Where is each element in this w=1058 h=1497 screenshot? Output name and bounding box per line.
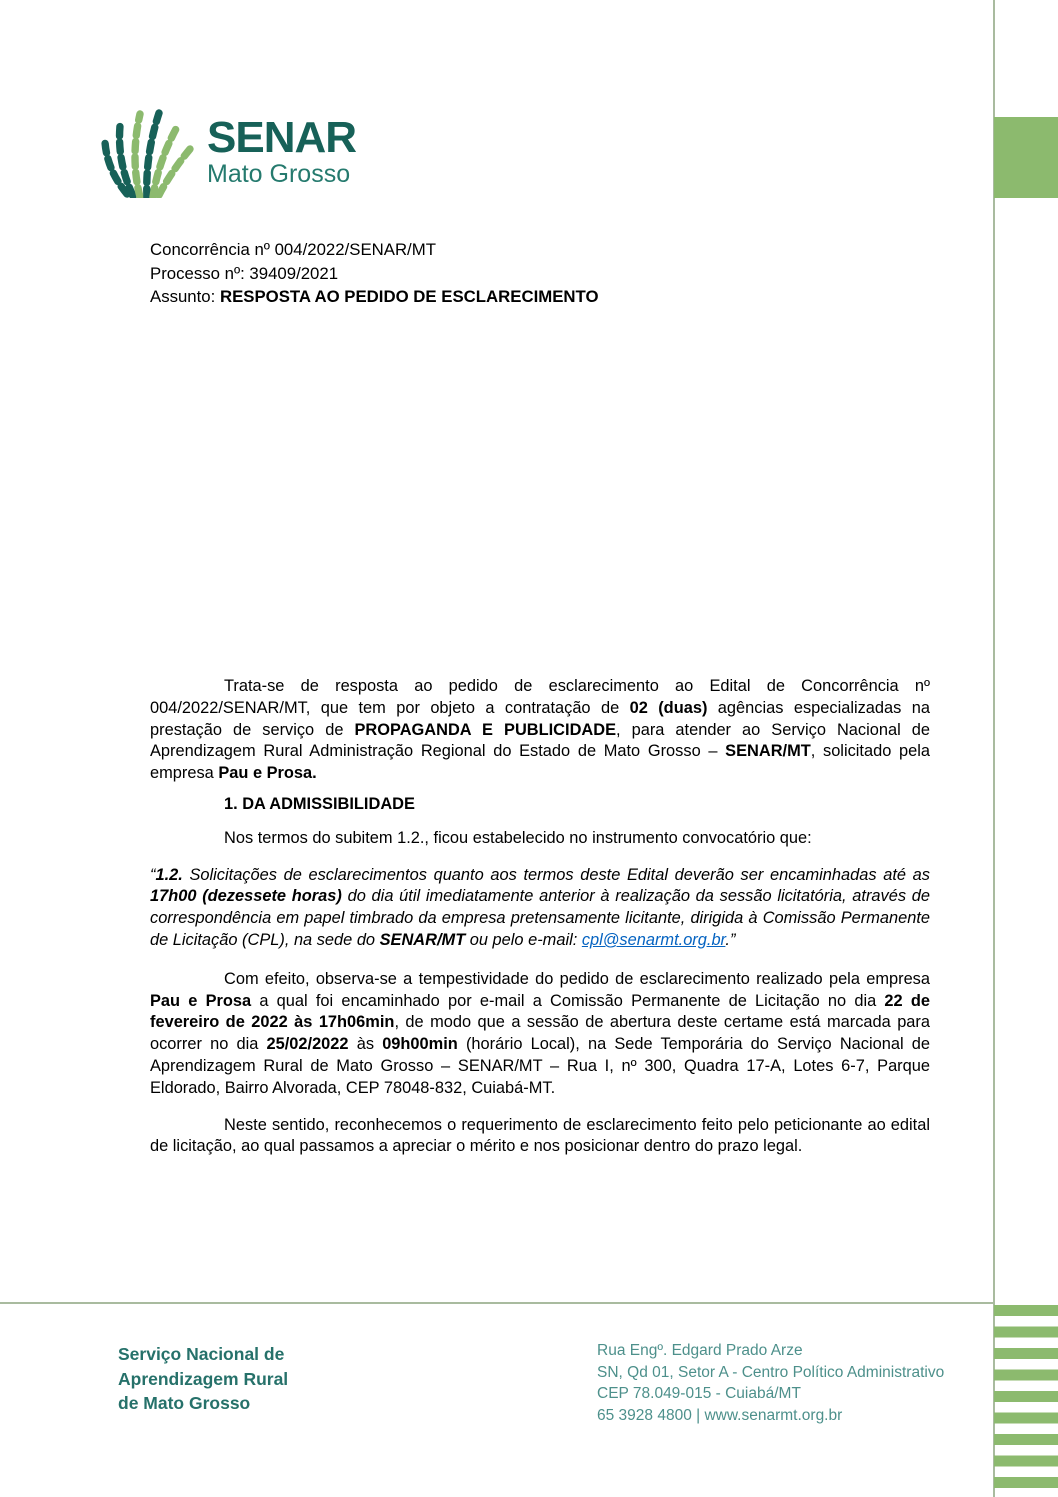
text-segment: agências especializadas na prestação de serviço de	[150, 698, 930, 739]
logo-name: SENAR	[207, 113, 357, 162]
text-segment: 1. DA ADMISSIBILIDADE	[224, 794, 415, 813]
paragraph-quote-1-2	[150, 865, 930, 952]
footer-address-street: Rua Engº. Edgard Prado Arze	[597, 1342, 803, 1359]
text-segment: PROPAGANDA E PUBLICIDADE	[354, 720, 617, 739]
document-body	[150, 676, 930, 1158]
header-line-concorrencia	[150, 238, 599, 262]
text-segment: Nos termos do subitem 1.2., ficou estabelecido no instrumento convocatório que:	[224, 828, 812, 847]
text-segment: do dia útil imediatamente anterior à realização da sessão licitatória, através de correspondência em papel timbrado da empresa pretensamente licitante, dirigida à Comissão Permanente de Licitação (CPL), na sede do	[150, 887, 930, 949]
text-segment: Trata-se de resposta ao pedido de esclarecimento ao Edital de Concorrência nº 004/2022/SENAR/MT, que tem por objeto a contratação de	[150, 677, 930, 717]
text-segment: ou pelo e-mail:	[465, 930, 582, 949]
header-line-processo	[150, 262, 599, 286]
text-segment: 25/02/2022	[266, 1035, 349, 1054]
green-accent-block	[994, 117, 1058, 198]
footer-address-cep: CEP 78.049-015 - Cuiabá/MT	[597, 1385, 801, 1402]
header-line-assunto	[150, 285, 599, 309]
text-segment: SENAR/MT	[379, 930, 466, 949]
text-segment: , de modo que a sessão de abertura deste certame está marcada para ocorrer no dia	[150, 1013, 930, 1054]
footer-org-line: de Mato Grosso	[118, 1393, 251, 1413]
paragraph-intro	[150, 676, 930, 785]
paragraph-nos-termos	[150, 828, 930, 850]
text-segment: Solicitações de esclarecimentos quanto aos termos deste Edital deverão ser encaminhadas até as	[182, 865, 930, 884]
text-segment: Com efeito, observa-se a tempestividade do pedido de esclarecimento realizado pela empresa	[224, 969, 930, 988]
footer-divider-line	[0, 1302, 994, 1304]
text-segment: Assunto:	[150, 287, 220, 306]
text-segment: SENAR/MT	[725, 742, 811, 761]
text-segment: 09h00min	[382, 1035, 458, 1054]
footer-phone-website: 65 3928 4800 | www.senarmt.org.br	[597, 1406, 843, 1424]
text-segment: Concorrência nº 004/2022/SENAR/MT	[150, 240, 436, 259]
senar-wordmark	[207, 106, 356, 187]
logo-region: Mato Grosso	[207, 160, 351, 188]
text-segment: às	[348, 1035, 383, 1054]
paragraph-com-efeito	[150, 969, 930, 1100]
paragraph-neste-sentido	[150, 1115, 930, 1159]
footer-address-sector: SN, Qd 01, Setor A - Centro Político Administrativo	[597, 1363, 945, 1381]
section-heading-admissibilidade	[224, 794, 930, 816]
senar-logo	[95, 106, 356, 198]
text-segment: 1.2.	[155, 865, 183, 884]
text-segment: , solicitado pela empresa	[150, 742, 930, 783]
text-segment: , para atender ao Serviço Nacional de Aprendizagem Rural Administração Regional do Estado de Mato Grosso –	[150, 720, 931, 761]
text-segment: (horário Local), na Sede Temporária do Serviço Nacional de Aprendizagem Rural de Mato Grosso – SENAR/MT – Rua I, nº 300, Quadra 17-A, Lotes 6-7, Parque Eldorado, Bairro Alvorada, CEP 78048-832, Cuiabá-MT.	[150, 1035, 930, 1097]
text-segment: Pau e Prosa	[150, 991, 252, 1010]
footer-address	[597, 1340, 944, 1426]
text-segment: 02 (duas)	[629, 698, 708, 717]
email-link[interactable]: cpl@senarmt.org.br	[581, 930, 726, 949]
footer-org-line: Serviço Nacional de	[118, 1344, 285, 1364]
senar-sheaf-icon	[95, 106, 199, 198]
green-stripes-decoration	[994, 1305, 1058, 1497]
text-segment: a qual foi encaminhado por e-mail a Comissão Permanente de Licitação no dia	[251, 991, 885, 1010]
text-segment: 17h00 (dezessete horas)	[150, 887, 342, 906]
text-segment: Neste sentido, reconhecemos o requerimento de esclarecimento feito pelo peticionante ao edital de licitação, ao qual passamos a apreciar o mérito e nos posicionar dentro do prazo legal.	[150, 1115, 930, 1156]
right-edge-line	[993, 0, 995, 1497]
text-segment: Processo nº: 39409/2021	[150, 263, 339, 283]
text-segment: Pau e Prosa.	[218, 764, 317, 783]
text-segment: “	[150, 865, 156, 884]
footer-org-line: Aprendizagem Rural	[118, 1368, 289, 1389]
text-segment: RESPOSTA AO PEDIDO DE ESCLARECIMENTO	[219, 287, 599, 306]
text-segment: 22 de fevereiro de 2022 às 17h06min	[150, 991, 930, 1032]
text-segment: .”	[725, 930, 736, 949]
footer-org-name	[118, 1342, 288, 1416]
header-meta	[150, 238, 599, 309]
